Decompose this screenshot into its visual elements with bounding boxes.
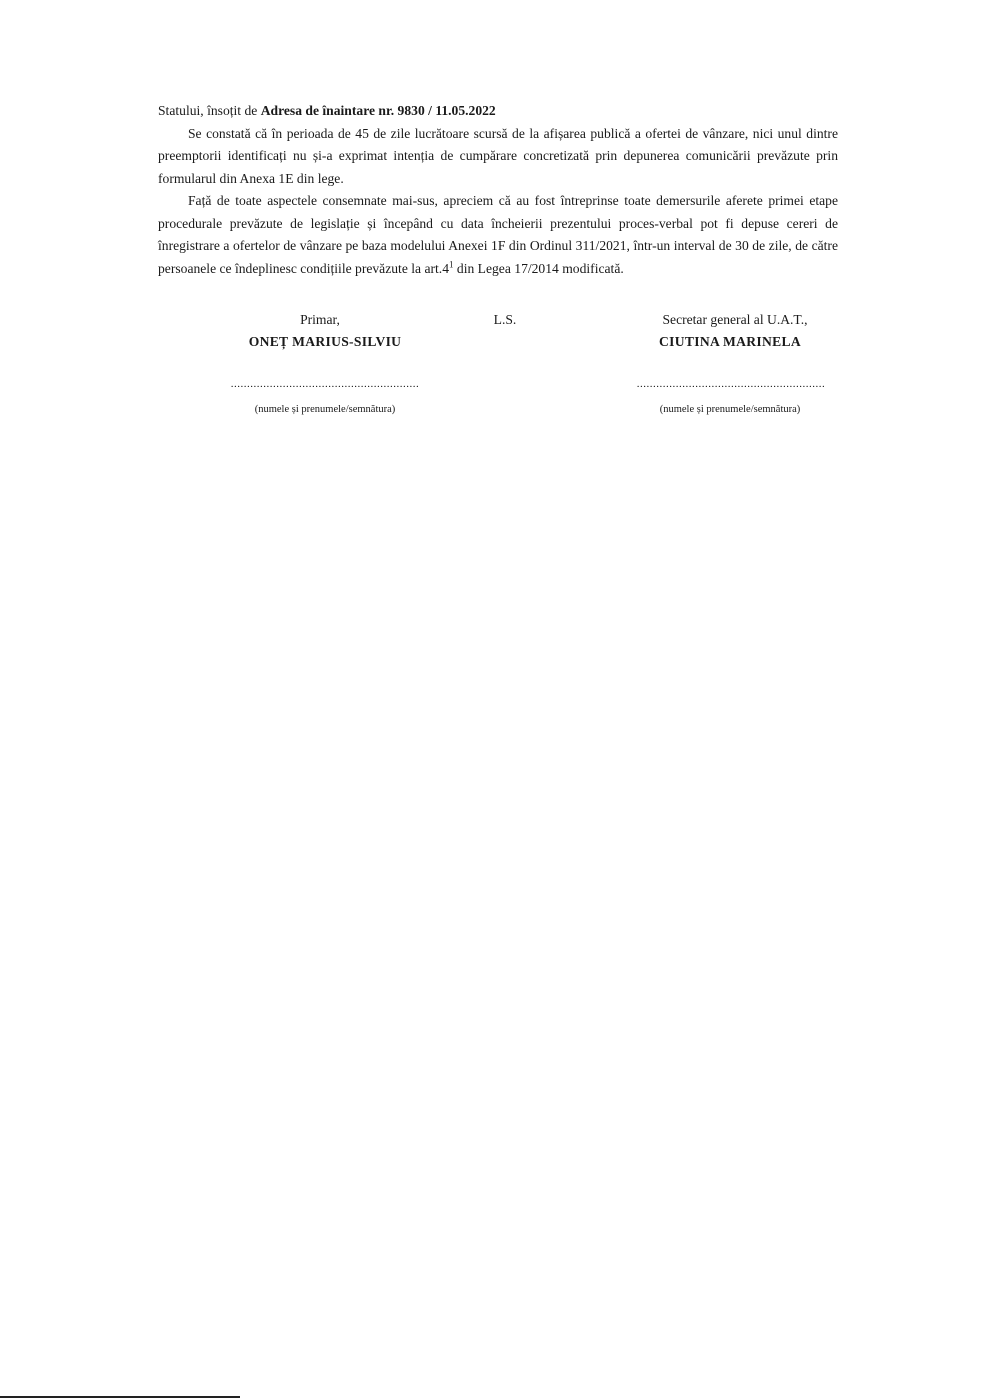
stamp-label: L.S.: [493, 312, 517, 327]
secretary-signature-caption: (numele și prenumele/semnătura): [659, 404, 801, 415]
paragraph-2: Se constată că în perioada de 45 de zile lucrătoare scursă de la afișarea publică a ofertei de vânzare, nici unul dintre preemptorii identificați nu și-a exprimat intenția de cumpărare concretizată prin depunerea comunicării prevăzute prin formularul din Anexa 1E din lege.: [158, 125, 838, 186]
paragraph-1: [158, 100, 838, 123]
address-reference: Adresa de înaintare nr. 9830 / 11.05.2022: [260, 103, 496, 118]
mayor-role: Primar,: [300, 312, 340, 327]
secretary-name: CIUTINA MARINELA: [659, 334, 801, 349]
mayor-signature-line: ..........................................................: [230, 378, 420, 390]
paragraph-3-suffix: din Legea 17/2014 modificată.: [453, 260, 624, 276]
paragraph-3: [158, 190, 838, 280]
mayor-name: ONEȚ MARIUS-SILVIU: [248, 334, 402, 349]
paragraph-3-text: Față de toate aspectele consemnate mai-sus, apreciem că au fost întreprinse toate demersurile aferete primei etape procedurale prevăzute de legislație și începând cu data încheierii prezentului proces-verbal pot fi depuse cereri de înregistrare a ofertelor de vânzare pe baza modelului Anexei 1F din Ordinul 311/2021, într-un interval de 30 de zile, de către persoanele ce îndeplinesc condițiile prevăzute la art.4: [158, 193, 838, 276]
superscript: 1: [449, 258, 454, 269]
secretary-signature-line: ..........................................................: [636, 378, 826, 390]
body-text: [158, 100, 838, 280]
mayor-signature-caption: (numele și prenumele/semnătura): [254, 404, 396, 415]
paragraph-1-prefix: Statului, însoțit de: [158, 103, 261, 118]
secretary-role: Secretar general al U.A.T.,: [662, 312, 808, 327]
page-edge-line: [0, 1396, 240, 1398]
